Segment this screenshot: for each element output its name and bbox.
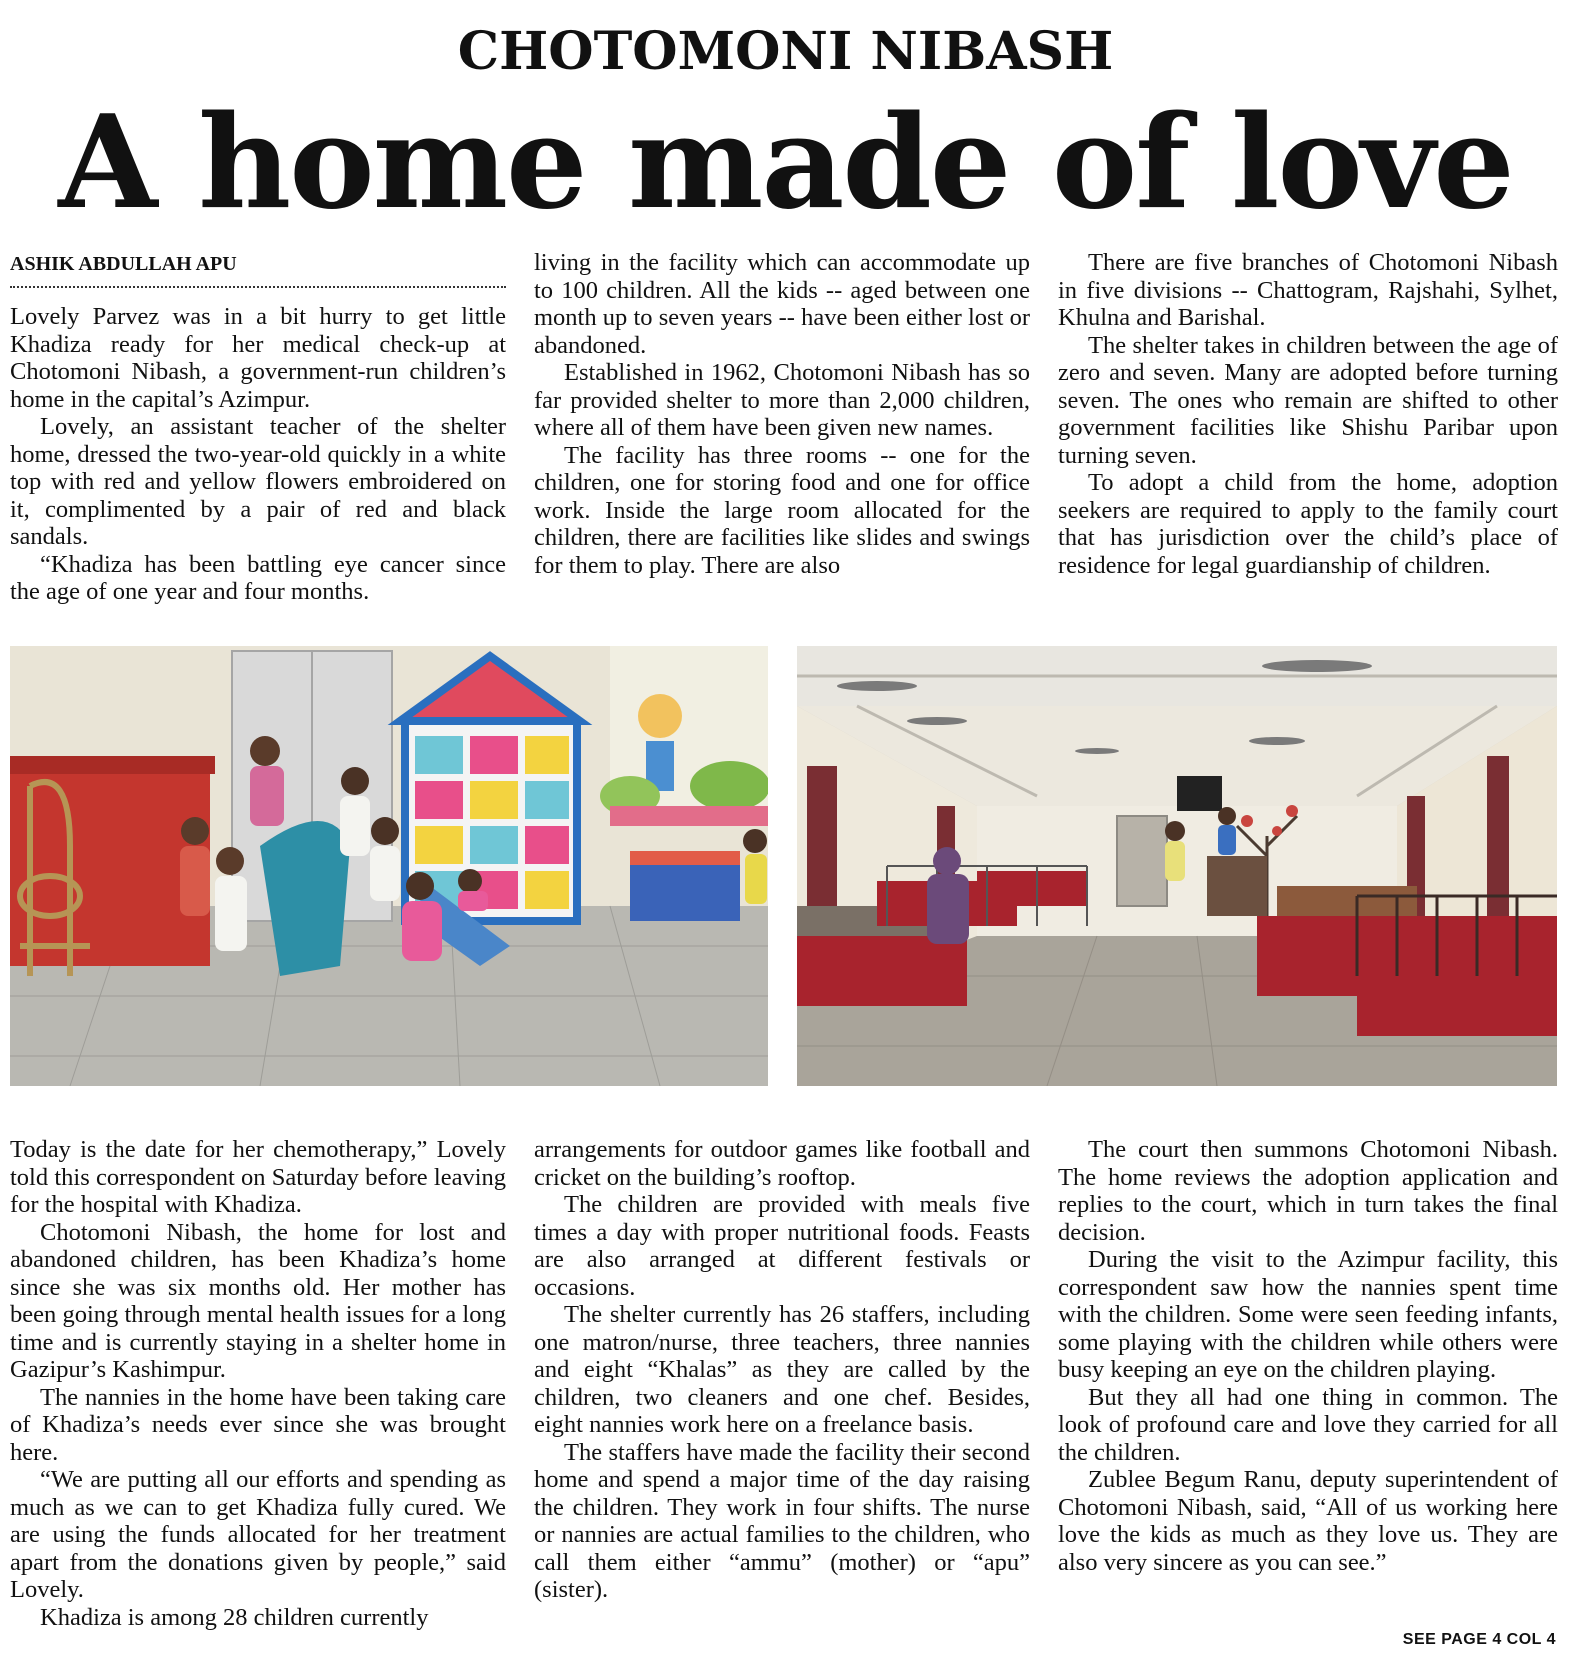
byline: ASHIK ABDULLAH APU (10, 252, 506, 288)
paragraph: The shelter takes in children between the age of zero and seven. Many are adopted before turning seven. The ones who remain are shifted to other government facilities like Shishu Paribar upon turning seven. (1058, 331, 1558, 469)
paragraph: Khadiza is among 28 children currently (40, 1603, 429, 1631)
paragraph: Lovely Parvez was in a bit hurry to get little Khadiza ready for her medical check-up at Chotomoni Nibash, a government-run children’s home in the capital’s Azimpur. (10, 303, 506, 413)
top-column-2 (534, 249, 1030, 608)
photo-dormitory-hall-image (797, 646, 1557, 1086)
paragraph: Lovely, an assistant teacher of the shelter home, dressed the two-year-old quickly in a white top with red and yellow flowers embroidered on it, complimented by a pair of red and black sandals. (10, 413, 506, 550)
paragraph: But they all had one thing in common. The look of profound care and love they carried for all the children. (1058, 1383, 1558, 1466)
photo-children-playing (10, 646, 768, 1086)
paragraph: Chotomoni Nibash, the home for lost and abandoned children, has been Khadiza’s home since she was six months old. Her mother has been going through mental health issues for a long time and is currently staying in a shelter home in Gazipur’s Kashimpur. (10, 1218, 506, 1383)
bottom-column-2 (534, 1136, 1030, 1636)
paragraph: Established in 1962, Chotomoni Nibash has so far provided shelter to more than 2,000 children, where all of them have been given new names. (534, 359, 1030, 441)
paragraph: living in the facility which can accommodate up to 100 children. All the kids -- aged between one month up to seven years -- have been either lost or abandoned. (534, 249, 1030, 359)
bottom-column-3 (1058, 1136, 1558, 1626)
bottom-column-1 (10, 1136, 506, 1636)
paragraph: The facility has three rooms -- one for the children, one for storing food and one for office work. Inside the large room allocated for the children, there are facilities like slides and swings for them to play. There are also (534, 441, 1030, 579)
continued-jump-line: SEE PAGE 4 COL 4 (1402, 1631, 1556, 1648)
top-column-1 (10, 303, 506, 608)
paragraph: “We are putting all our efforts and spending as much as we can to get Khadiza fully cured. We are using the funds allocated for her treatment apart from the donations given by people,” said Lovely. (10, 1466, 506, 1603)
paragraph: The court then summons Chotomoni Nibash. The home reviews the adoption application and replies to the court, which in turn takes the final decision. (1058, 1136, 1558, 1246)
photo-dormitory-hall (797, 646, 1557, 1086)
paragraph: There are five branches of Chotomoni Nibash in five divisions -- Chattogram, Rajshahi, Sylhet, Khulna and Barishal. (1058, 249, 1558, 331)
paragraph: To adopt a child from the home, adoption seekers are required to apply to the family court that has jurisdiction over the child’s place of residence for legal guardianship of children. (1058, 469, 1558, 579)
paragraph: arrangements for outdoor games like football and cricket on the building’s rooftop. (534, 1136, 1030, 1191)
paragraph: Today is the date for her chemotherapy,” Lovely told this correspondent on Saturday before leaving for the hospital with Khadiza. (10, 1136, 506, 1218)
kicker-title: CHOTOMONI NIBASH (457, 21, 1114, 82)
paragraph: During the visit to the Azimpur facility, this correspondent saw how the nannies spent time with the children. Some were seen feeding infants, some playing with the children while others were busy keeping an eye on the children playing. (1058, 1246, 1558, 1383)
paragraph: The nannies in the home have been taking care of Khadiza’s needs ever since she was brought here. (10, 1383, 506, 1466)
paragraph: The staffers have made the facility their second home and spend a major time of the day raising the children. They work in four shifts. The nurse or nannies are actual families to the children, who call them either “ammu” (mother) or “apu” (sister). (534, 1438, 1030, 1603)
paragraph: “Khadiza has been battling eye cancer since the age of one year and four months. (10, 550, 506, 605)
photo-children-playing-image (10, 646, 768, 1086)
headline: A home made of love (58, 88, 1513, 238)
paragraph: The shelter currently has 26 staffers, including one matron/nurse, three teachers, three nannies and eight “Khalas” as they are called by the children, two cleaners and one chef. Besides, eight nannies work here on a freelance basis. (534, 1301, 1030, 1438)
paragraph: Zublee Begum Ranu, deputy superintendent of Chotomoni Nibash, said, “All of us working here love the kids as much as they love us. They are also very sincere as you can see.” (1058, 1466, 1558, 1576)
top-column-3 (1058, 249, 1558, 608)
paragraph: The children are provided with meals five times a day with proper nutritional foods. Feasts are also arranged at different festivals or occasions. (534, 1191, 1030, 1301)
